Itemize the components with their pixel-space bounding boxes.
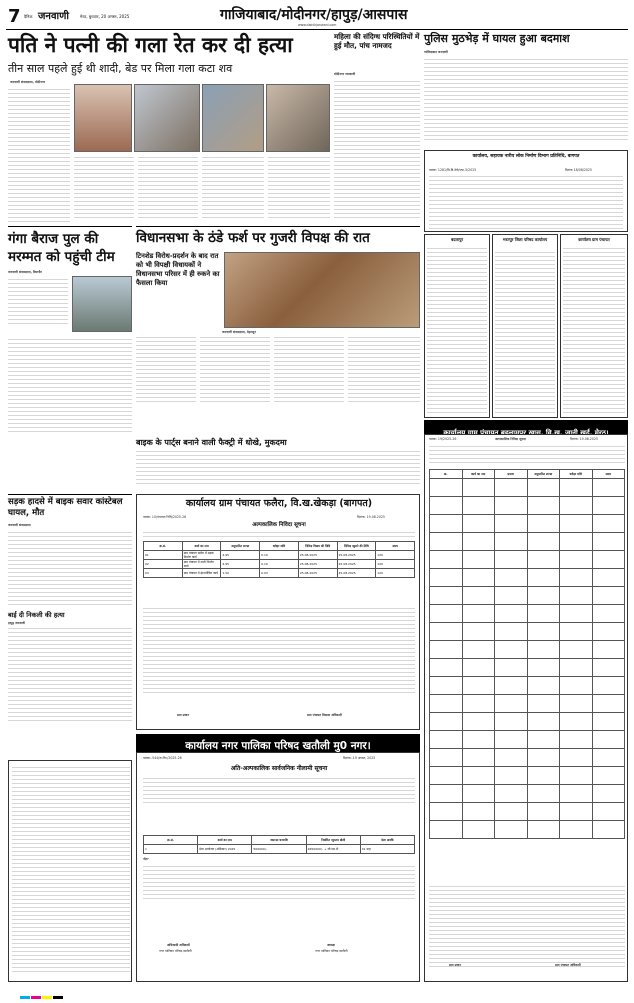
table-cell — [527, 605, 560, 623]
jani-header-cell: क्र. — [430, 470, 463, 479]
notice-top-right-title: कार्यालय, सहायक नारीय लोक निर्माण विभाग प्रतिनिधि, बागपत — [472, 154, 580, 159]
photo-assembly — [224, 252, 420, 328]
child-body — [8, 625, 132, 724]
ganga-byline: जनवाणी संवाददाता, बिजनौर — [8, 270, 42, 274]
main-headline: पति ने पत्नी की गला रेत कर दी हत्या — [8, 33, 293, 57]
khekra-header-cell: धरोहर राशि — [260, 542, 299, 551]
table-cell — [495, 821, 528, 839]
notice-khatauli-intro — [143, 775, 415, 806]
table-cell — [462, 803, 495, 821]
table-cell: 4.95 — [221, 551, 260, 560]
notice-top-right — [424, 150, 628, 232]
table-cell: 0.10 — [260, 560, 299, 569]
table-cell: 120 — [376, 551, 415, 560]
divider-vidhan — [136, 226, 420, 227]
table-cell — [560, 605, 593, 623]
table-row — [430, 659, 625, 677]
table-cell — [527, 713, 560, 731]
masthead — [8, 6, 626, 28]
accident-story — [8, 497, 132, 727]
table-cell — [592, 551, 625, 569]
notice-khekra-title: कार्यालय ग्राम पंचायत फलैरा, वि.ख.खेकड़ा (बागपत) — [185, 498, 373, 509]
divider-ganga — [8, 226, 132, 227]
table-cell — [462, 623, 495, 641]
notice-khekra — [136, 494, 420, 730]
table-cell — [495, 803, 528, 821]
table-cell — [462, 497, 495, 515]
notice-khekra-table — [143, 541, 415, 578]
table-cell — [495, 731, 528, 749]
table-cell — [560, 587, 593, 605]
table-cell — [430, 479, 463, 497]
table-cell — [462, 821, 495, 839]
main-body-col3 — [138, 154, 198, 221]
table-cell — [495, 641, 528, 659]
table-cell — [430, 731, 463, 749]
table-cell — [495, 479, 528, 497]
table-cell — [495, 515, 528, 533]
section-title: गाजियाबाद/मोदीनगर/हापुड़/आसपास — [220, 7, 408, 23]
table-cell — [430, 605, 463, 623]
notice-khekra-date: दिनांक: 19.08.2025 — [357, 515, 385, 519]
notice-jani-table-wrap — [429, 469, 625, 839]
table-cell — [527, 677, 560, 695]
table-cell — [495, 677, 528, 695]
notice-jani-ref: पत्रांक: 19/2025-26 — [429, 437, 457, 441]
notice-small-mid — [492, 234, 558, 418]
table-cell — [430, 659, 463, 677]
notice-small-left — [424, 234, 490, 418]
table-cell — [527, 551, 560, 569]
table-cell — [495, 749, 528, 767]
khekra-header-cell: निविदा विक्रय की तिथि — [298, 542, 337, 551]
classified-body — [12, 764, 130, 975]
table-cell — [527, 569, 560, 587]
table-cell — [495, 659, 528, 677]
website: www.dainikjanwani.com — [298, 23, 337, 27]
notice-jani-terms — [429, 883, 625, 970]
table-cell — [592, 659, 625, 677]
notice-khekra-sign-left: ग्राम प्रधान — [177, 713, 190, 717]
notice-jani-banner — [424, 420, 628, 437]
table-row — [430, 569, 625, 587]
mahila-byline: मोदीनगर जनवाणी — [334, 72, 356, 76]
main-body-col4 — [202, 154, 264, 221]
table-cell: 0.03 — [260, 569, 299, 578]
table-cell — [592, 749, 625, 767]
notice-khekra-table-wrap — [143, 541, 415, 578]
table-cell — [495, 605, 528, 623]
khekra-header-cell: समय — [376, 542, 415, 551]
notice-khatauli-ref: पत्रांक:-544/रा०वि०/2025-26 — [143, 756, 182, 760]
table-cell — [430, 587, 463, 605]
table-cell — [560, 533, 593, 551]
table-cell — [495, 713, 528, 731]
jani-header-cell: अनुमानित लागत — [527, 470, 560, 479]
main-body-col2 — [74, 154, 134, 221]
table-cell — [495, 497, 528, 515]
table-cell — [592, 623, 625, 641]
table-row — [430, 515, 625, 533]
table-cell: मेला आयोजन (अधिकार) 2025 — [198, 845, 252, 854]
table-cell — [430, 551, 463, 569]
table-cell — [527, 803, 560, 821]
table-cell — [560, 713, 593, 731]
mahila-body — [334, 78, 420, 221]
notice-jani-date: दिनांक: 19.08.2025 — [570, 437, 598, 441]
table-cell — [560, 677, 593, 695]
ganga-headline: गंगा बैराज पुल की मरम्मत को पहुंची टीम — [8, 231, 115, 265]
notice-small-right-body — [563, 245, 625, 416]
table-cell — [462, 641, 495, 659]
police-story — [424, 32, 628, 148]
notice-jani-subtitle: अल्पकालिक निविदा सूचना — [495, 437, 527, 441]
table-cell — [592, 587, 625, 605]
table-cell — [430, 803, 463, 821]
table-cell: 03 — [144, 569, 183, 578]
notice-top-right-body — [429, 173, 623, 232]
table-cell — [462, 587, 495, 605]
police-body — [424, 56, 628, 143]
table-cell — [592, 497, 625, 515]
table-cell — [560, 551, 593, 569]
khatauli-header-cell: क्र.सं. — [144, 836, 198, 845]
vidhan-inset: टिनशेड विरोध-प्रदर्शन के बाद रात को भी विपक्षी विधायकों ने विधानसभा परिसर में ही रुकने का फैसला किया — [136, 252, 220, 287]
child-byline: हापुड़ जनवाणी — [8, 621, 26, 625]
table-cell — [430, 749, 463, 767]
table-cell — [560, 731, 593, 749]
table-cell: 25.08.2025 — [337, 560, 376, 569]
table-cell — [462, 659, 495, 677]
table-cell: ग्राम पंचायत फलैरा में सड़क निर्माण कार्य — [182, 551, 221, 560]
accident-body — [8, 529, 132, 608]
table-cell: 0.10 — [260, 551, 299, 560]
table-cell — [527, 731, 560, 749]
table-cell — [527, 641, 560, 659]
notice-khatauli-table-wrap — [143, 835, 415, 854]
table-cell — [592, 767, 625, 785]
table-cell: 02 — [144, 560, 183, 569]
table-cell — [495, 767, 528, 785]
table-cell — [560, 479, 593, 497]
table-cell — [560, 515, 593, 533]
table-cell — [560, 623, 593, 641]
khatauli-header-cell: जमानत धनराशि — [252, 836, 306, 845]
notice-jani-title: कार्यालय ग्राम पंचायत बहलामपुर खास, वि.ख. जानी खुर्द, मेरठ। — [443, 429, 609, 437]
notice-khatauli-banner — [136, 734, 420, 752]
table-cell — [430, 623, 463, 641]
table-row — [430, 605, 625, 623]
notice-khekra-terms — [143, 605, 415, 696]
table-cell — [560, 497, 593, 515]
divider-accident — [8, 494, 132, 495]
notice-small-right — [560, 234, 628, 418]
table-cell — [527, 533, 560, 551]
table-cell: 120 — [376, 569, 415, 578]
table-cell — [462, 767, 495, 785]
table-cell — [430, 785, 463, 803]
table-cell — [430, 533, 463, 551]
bike-headline: बाइक के पार्ट्स बनाने वाली फैक्ट्री में धोखे, मुकदमा — [136, 438, 287, 447]
table-cell — [462, 731, 495, 749]
notice-khatauli-date: दिनांक:-19 अगस्त, 2025 — [343, 756, 376, 760]
table-cell — [462, 533, 495, 551]
table-cell — [462, 551, 495, 569]
notice-small-left-title: बदलापुर — [450, 237, 464, 242]
table-cell — [592, 785, 625, 803]
table-row — [430, 695, 625, 713]
header-divider — [6, 29, 628, 30]
notice-khatauli-title: कार्यालय नगर पालिका परिषद खतौली मु0 नगर। — [185, 740, 371, 752]
table-cell — [495, 533, 528, 551]
table-cell — [462, 749, 495, 767]
table-cell — [527, 587, 560, 605]
table-cell — [462, 605, 495, 623]
table-cell — [560, 785, 593, 803]
table-cell — [495, 695, 528, 713]
notice-jani-intro — [429, 443, 625, 466]
table-row — [430, 785, 625, 803]
vidhan-body-2 — [200, 334, 270, 405]
table-cell — [430, 515, 463, 533]
accident-headline: सड़क हादसे में बाइक सवार कांस्टेबल घायल, मौत — [8, 497, 123, 518]
table-cell — [430, 569, 463, 587]
table-cell: 1 — [144, 845, 198, 854]
table-cell — [495, 623, 528, 641]
table-cell — [495, 551, 528, 569]
main-byline: जनवाणी संवाददाता, मोदीनगर — [10, 80, 46, 84]
table-row — [430, 713, 625, 731]
photo-bridge — [72, 276, 132, 332]
table-cell — [462, 713, 495, 731]
table-cell — [462, 677, 495, 695]
table-cell — [495, 785, 528, 803]
police-byline: गाजियाबाद जनवाणी — [424, 50, 448, 54]
notice-small-mid-body — [495, 249, 555, 416]
table-cell: 01 माह — [360, 845, 414, 854]
table-cell: 25.08.2025 — [298, 569, 337, 578]
table-row — [430, 749, 625, 767]
table-cell: ग्राम पंचायत में इंटरलॉकिंग कार्य — [182, 569, 221, 578]
table-cell: 25.08.2025 — [298, 560, 337, 569]
photo-woman — [74, 84, 132, 152]
table-cell — [430, 641, 463, 659]
table-cell: 4650000/- + जी.एस.टी — [306, 845, 360, 854]
photo-scene — [266, 84, 330, 152]
notice-jani-sign-right: ग्राम पंचायत अधिकारी — [555, 963, 581, 967]
table-cell — [560, 749, 593, 767]
table-cell — [592, 677, 625, 695]
brand-name: जनवाणी — [38, 11, 69, 22]
table-cell — [560, 641, 593, 659]
color-registration-bar — [20, 984, 64, 1003]
table-cell — [430, 713, 463, 731]
table-cell — [527, 497, 560, 515]
brand-prefix: दैनिक — [24, 14, 33, 19]
table-cell — [592, 821, 625, 839]
table-cell — [462, 785, 495, 803]
notice-small-left-body — [427, 245, 487, 416]
photo-crowd — [134, 84, 200, 152]
table-row — [430, 497, 625, 515]
table-row — [430, 767, 625, 785]
table-cell — [462, 515, 495, 533]
table-cell: 500000/- — [252, 845, 306, 854]
khekra-header-cell: अनुमानित लागत — [221, 542, 260, 551]
table-cell — [527, 767, 560, 785]
main-body-col1 — [8, 86, 70, 225]
table-row — [430, 623, 625, 641]
table-cell — [560, 659, 593, 677]
notice-khatauli-sign-left: अधिशासी अधिकारी — [167, 943, 190, 947]
table-cell — [462, 569, 495, 587]
notice-jani-sign-left: ग्राम प्रधान — [449, 963, 462, 967]
notice-khatauli-sign-right: अध्यक्ष — [327, 943, 335, 947]
vidhan-headline: विधानसभा के ठंडे फर्श पर गुजरी विपक्ष की रात — [136, 230, 370, 246]
table-cell — [527, 623, 560, 641]
table-cell: 25.08.2025 — [337, 569, 376, 578]
table-row — [430, 731, 625, 749]
main-body-col5 — [268, 154, 330, 221]
table-cell: 4.95 — [221, 560, 260, 569]
main-story — [8, 32, 330, 224]
table-cell — [592, 533, 625, 551]
notice-khatauli-table — [143, 835, 415, 854]
table-row — [430, 479, 625, 497]
vidhan-body-3 — [274, 334, 344, 405]
notice-top-right-date: दिनांक 18/08/2025 — [565, 168, 592, 172]
notice-small-mid-title: भरतपुर जिला परिषद कार्यालय — [502, 237, 548, 242]
ganga-body-1 — [8, 276, 68, 327]
mahila-story — [334, 32, 420, 224]
table-cell — [462, 479, 495, 497]
table-cell — [560, 695, 593, 713]
table-cell — [527, 821, 560, 839]
notice-khekra-intro — [143, 529, 415, 540]
photo-police — [202, 84, 264, 152]
page-number: 7 — [8, 6, 21, 27]
police-headline: पुलिस मुठभेड़ में घायल हुआ बदमाश — [424, 32, 570, 45]
notice-khekra-sign-right: ग्राम पंचायत विकास अधिकारी — [307, 713, 342, 717]
bike-body — [136, 448, 420, 487]
notice-khatauli-note-label: नोटः- — [143, 857, 150, 861]
table-cell — [495, 587, 528, 605]
table-cell — [592, 803, 625, 821]
table-cell — [527, 785, 560, 803]
ganga-story — [8, 230, 132, 492]
table-cell — [430, 497, 463, 515]
ganga-body-2 — [8, 336, 132, 435]
khatauli-header-cell: कार्य का नाम — [198, 836, 252, 845]
table-cell: 01 — [144, 551, 183, 560]
table-cell — [592, 695, 625, 713]
table-cell — [592, 515, 625, 533]
table-cell — [527, 479, 560, 497]
classified-box — [8, 760, 132, 982]
table-row — [430, 551, 625, 569]
table-cell: 1.50 — [221, 569, 260, 578]
table-row — [430, 677, 625, 695]
table-cell — [430, 677, 463, 695]
khekra-header-cell: निविदा खुलने की तिथि — [337, 542, 376, 551]
table-cell — [592, 641, 625, 659]
table-cell — [560, 803, 593, 821]
notice-khatauli-sign-right-sub: नगर पालिका परिषद खतौली — [315, 949, 348, 953]
table-row — [144, 551, 415, 560]
table-cell — [592, 731, 625, 749]
notice-small-right-title: कार्यालय ग्राम पंचायत — [578, 237, 610, 242]
notice-jani-table — [429, 469, 625, 839]
jani-header-cell: समय — [592, 470, 625, 479]
table-row — [430, 803, 625, 821]
table-row — [144, 560, 415, 569]
table-row — [430, 821, 625, 839]
table-cell: 120 — [376, 560, 415, 569]
table-cell — [430, 821, 463, 839]
notice-top-right-ref: पत्रांक: 1281/वि.वि.ठेके/एफ-5/2025 — [429, 168, 477, 172]
accident-byline: जनवाणी संवाददाता — [8, 523, 31, 527]
table-row — [430, 533, 625, 551]
notice-jani — [424, 434, 628, 982]
table-cell: 25.08.2025 — [337, 551, 376, 560]
jani-header-cell: धरोहर राशि — [560, 470, 593, 479]
table-cell — [560, 569, 593, 587]
table-cell — [495, 569, 528, 587]
vidhan-body-1 — [136, 334, 196, 405]
khekra-header-cell: कार्य का नाम — [182, 542, 221, 551]
child-headline: बाई दी निकली की हत्या — [8, 611, 65, 619]
khatauli-header-cell: मेला अवधि — [360, 836, 414, 845]
notice-khatauli-sign-left-sub: नगर पालिका परिषद खतौली — [159, 949, 192, 953]
table-row — [144, 569, 415, 578]
table-cell — [527, 749, 560, 767]
table-cell — [462, 695, 495, 713]
jani-header-cell: प्रमाण — [495, 470, 528, 479]
khekra-header-cell: क्र.सं. — [144, 542, 183, 551]
vidhan-byline: जनवाणी संवाददाता, देहरादून — [222, 330, 256, 334]
vidhan-story — [136, 230, 420, 490]
table-row — [430, 587, 625, 605]
jani-header-cell: कार्य का नाम — [462, 470, 495, 479]
table-cell — [560, 821, 593, 839]
table-cell — [592, 569, 625, 587]
table-cell: ग्राम पंचायत में नाली निर्माण कार्य — [182, 560, 221, 569]
table-cell — [592, 605, 625, 623]
notice-khekra-subtitle: अल्पकालिक निविदा सूचना — [252, 522, 306, 528]
table-cell — [527, 659, 560, 677]
notice-khatauli — [136, 752, 420, 982]
table-cell — [560, 767, 593, 785]
table-row — [430, 641, 625, 659]
notice-khekra-ref: पत्रांक: 10/पंचायत निधि/2025-26 — [143, 515, 187, 519]
table-cell — [527, 515, 560, 533]
notice-khatauli-notes — [143, 863, 415, 902]
table-cell — [592, 479, 625, 497]
edition-line: मेरठ, बुधवार, 20 अगस्त, 2025 — [80, 14, 130, 19]
main-subhead: तीन साल पहले हुई थी शादी, बेड पर मिला गला कटा शव — [8, 62, 233, 75]
khatauli-header-cell: निर्धारित न्यूनतम बोली — [306, 836, 360, 845]
mahila-headline: महिला की संदिग्ध परिस्थितियों में हुई मौत, पांच नामजद — [334, 32, 420, 50]
table-cell — [592, 713, 625, 731]
table-cell — [430, 767, 463, 785]
vidhan-body-4 — [348, 334, 420, 405]
table-cell — [430, 695, 463, 713]
table-cell: 25.08.2025 — [298, 551, 337, 560]
table-cell — [527, 695, 560, 713]
notice-khatauli-subtitle: अति-अल्पकालिक सार्वजनिक नीलामी सूचना — [230, 765, 328, 772]
